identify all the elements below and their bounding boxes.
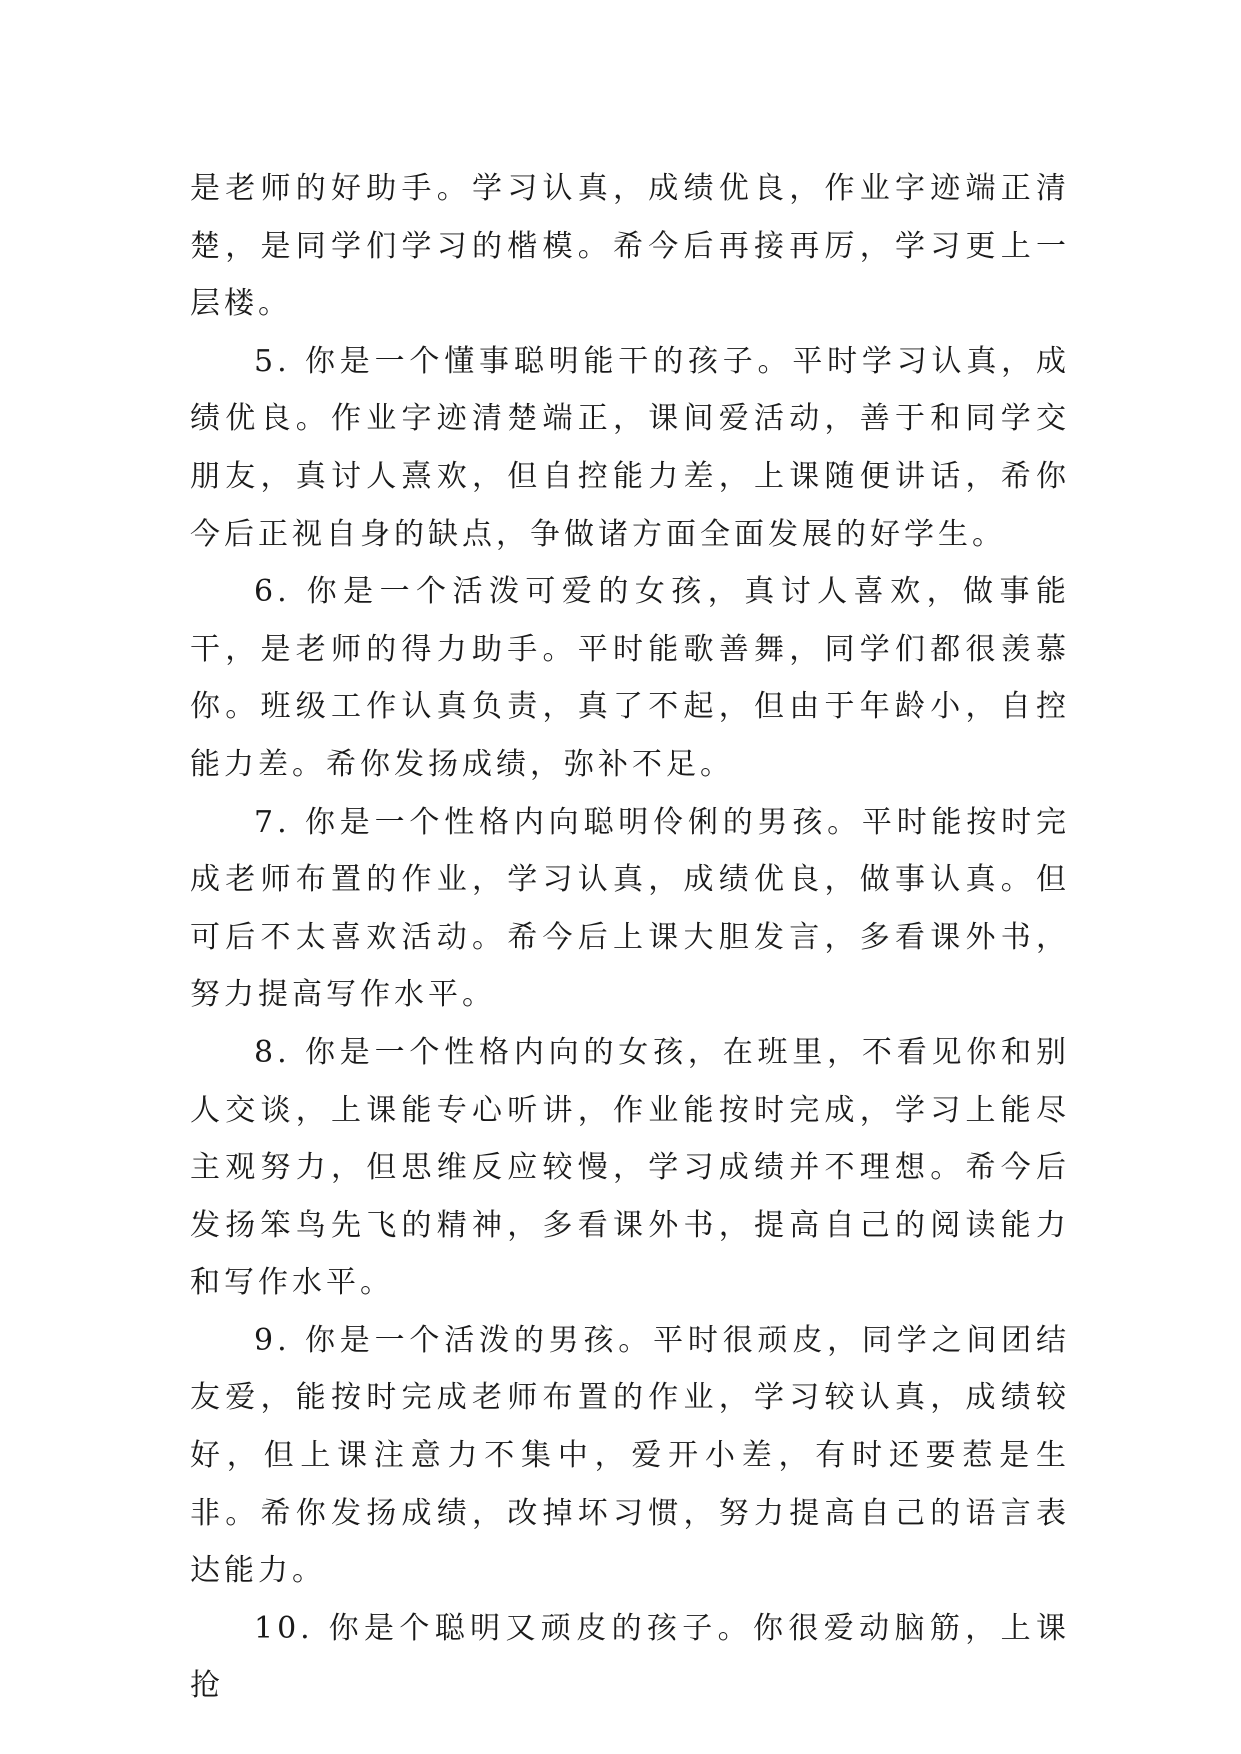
comment-paragraph-6: 6. 你是一个活泼可爱的女孩，真讨人喜欢，做事能干，是老师的得力助手。平时能歌善舞，同学们都很羡慕你。班级工作认真负责，真了不起，但由于年龄小，自控能力差。希你发扬成绩，弥补不足。 [190,574,1070,782]
comment-paragraph-5: 5. 你是一个懂事聪明能干的孩子。平时学习认真，成绩优良。作业字迹清楚端正，课间爱活动，善于和同学交朋友，真讨人熹欢，但自控能力差，上课随便讲话，希你今后正视自身的缺点，争做诸方面全面发展的好学生。 [190,343,1070,552]
paragraph-continuation: 是老师的好助手。学习认真，成绩优良，作业字迹端正清楚，是同学们学习的楷模。希今后再接再厉，学习更上一层楼。 [190,171,1070,322]
comment-paragraph-10: 10. 你是个聪明又顽皮的孩子。你很爱动脑筋，上课抢 [190,1610,1070,1704]
comment-paragraph-9: 9. 你是一个活泼的男孩。平时很顽皮，同学之间团结友爱，能按时完成老师布置的作业，学习较认真，成绩较好，但上课注意力不集中，爱开小差，有时还要惹是生非。希你发扬成绩，改掉坏习惯，努力提高自己的语言表达能力。 [190,1322,1070,1589]
comment-paragraph-7: 7. 你是一个性格内向聪明伶俐的男孩。平时能按时完成老师布置的作业，学习认真，成绩优良，做事认真。但可后不太喜欢活动。希今后上课大胆发言，多看课外书，努力提高写作水平。 [190,804,1070,1013]
comment-paragraph-8: 8. 你是一个性格内向的女孩，在班里，不看见你和别人交谈，上课能专心听讲，作业能按时完成，学习上能尽主观努力，但思维反应较慢，学习成绩并不理想。希今后发扬笨鸟先飞的精神，多看课外书，提高自己的阅读能力和写作水平。 [190,1034,1070,1301]
document-body [190,160,1070,1715]
